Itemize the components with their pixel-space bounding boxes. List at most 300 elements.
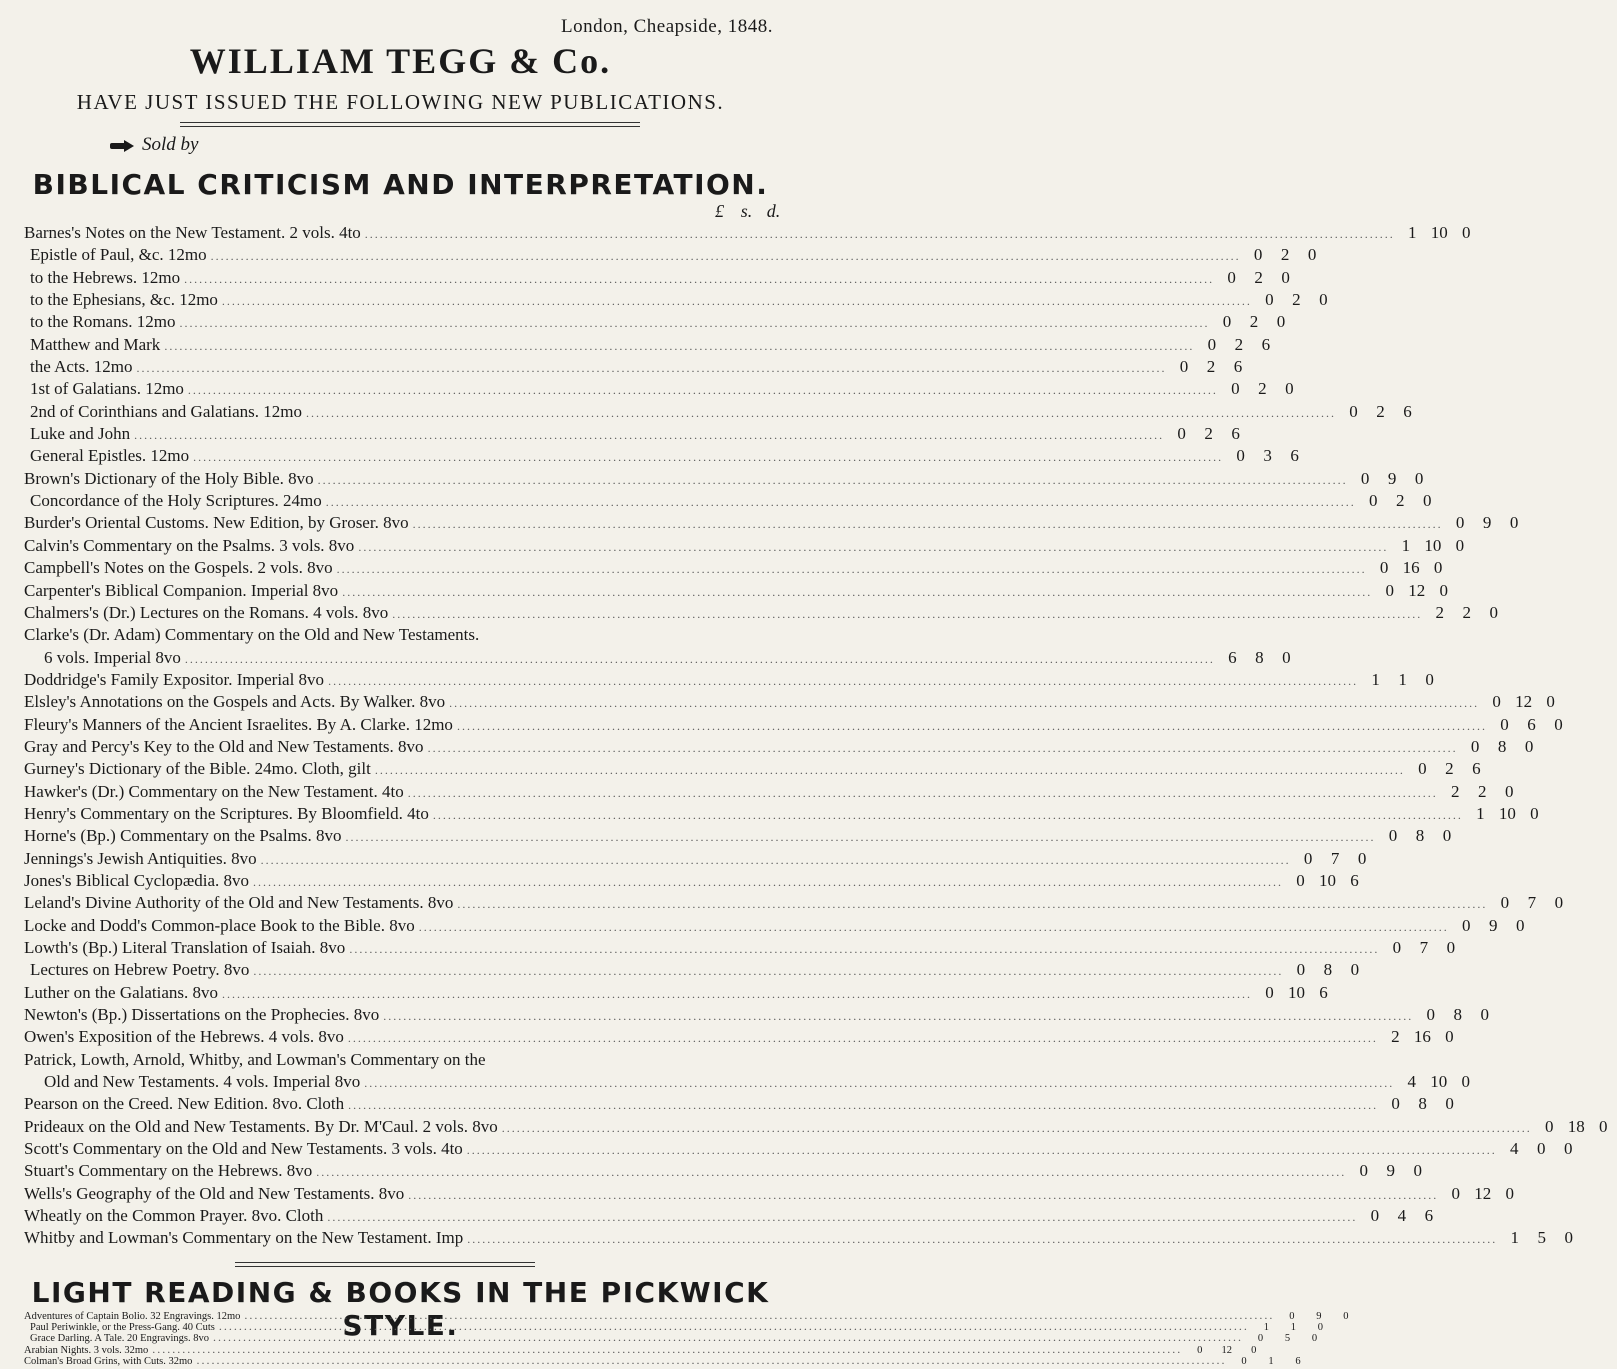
double-rule xyxy=(180,122,640,127)
item-price xyxy=(1382,1093,1463,1115)
price-shillings: 9 xyxy=(1482,513,1492,533)
item-title: Epistle of Paul, &c. 12mo xyxy=(30,245,207,265)
price-shillings: 8 xyxy=(1415,826,1425,846)
price-pounds: 1 xyxy=(1476,803,1485,823)
price-shillings: 2 xyxy=(1292,290,1301,310)
price-pence: 0 xyxy=(1311,1333,1318,1345)
item-price xyxy=(1442,781,1523,803)
item-title: Luke and John xyxy=(30,424,131,444)
list-item xyxy=(24,1205,1434,1227)
price-pence: 6 xyxy=(1350,870,1359,890)
price-pounds: 4 xyxy=(1510,1139,1519,1159)
dot-leader xyxy=(348,1027,1378,1049)
list-item xyxy=(24,423,1240,445)
dot-leader xyxy=(408,782,1438,804)
price-pounds: 0 xyxy=(1470,736,1480,756)
price-pence: 0 xyxy=(1425,669,1434,689)
section-heading-biblical: BIBLICAL CRITICISM AND INTERPRETATION. xyxy=(32,168,769,201)
price-shillings: 8 xyxy=(1255,647,1264,667)
item-title: Leland's Divine Authority of the Old and New Testaments. 8vo xyxy=(24,893,454,913)
price-pence: 0 xyxy=(1489,602,1499,622)
price-shillings: 3 xyxy=(1263,446,1272,466)
dot-leader xyxy=(134,424,1164,446)
price-pounds: 0 xyxy=(1197,1344,1203,1356)
item-title: Colman's Broad Grins, with Cuts. 32mo xyxy=(24,1355,193,1367)
price-pence: 0 xyxy=(1317,1322,1324,1334)
item-price xyxy=(1453,915,1534,937)
dot-leader xyxy=(502,1117,1532,1139)
price-shillings: 4 xyxy=(1397,1206,1407,1226)
dot-leader xyxy=(318,469,1348,491)
item-title: Adventures of Captain Bolio. 32 Engravings. 12mo xyxy=(24,1311,241,1322)
item-title: General Epistles. 12mo xyxy=(30,446,190,466)
item-price xyxy=(1278,1311,1359,1322)
price-pence: 0 xyxy=(1462,223,1471,242)
publisher-name: WILLIAM TEGG & Co. xyxy=(189,41,612,81)
item-price xyxy=(1380,825,1461,847)
price-pence: 6 xyxy=(1290,446,1299,466)
item-price xyxy=(1230,1356,1311,1367)
price-shillings: 2 xyxy=(1280,245,1290,265)
price-pounds: 0 xyxy=(1451,1183,1461,1203)
price-pence: 0 xyxy=(1530,803,1539,823)
price-pence: 0 xyxy=(1439,580,1448,600)
price-pounds: 0 xyxy=(1426,1005,1436,1025)
price-pence: 0 xyxy=(1546,692,1555,712)
item-title: Burder's Oriental Customs. New Edition, by Groser. 8vo xyxy=(24,513,409,533)
price-shillings: 2 xyxy=(1206,357,1216,377)
price-shillings: 1 xyxy=(1398,669,1407,689)
price-pounds: 0 xyxy=(1296,960,1306,980)
dot-leader xyxy=(253,871,1283,893)
list-item xyxy=(24,311,1286,333)
list-item xyxy=(24,267,1290,289)
shillings-header: s. xyxy=(740,201,753,221)
list-item xyxy=(24,1138,1573,1160)
item-title: Patrick, Lowth, Arnold, Whitby, and Lowman's Commentary on the xyxy=(24,1049,486,1069)
price-pence: 6 xyxy=(1319,982,1328,1002)
list-item xyxy=(24,512,1519,534)
dot-leader xyxy=(185,648,1215,670)
price-pence: 6 xyxy=(1424,1206,1434,1226)
item-price xyxy=(1383,937,1464,959)
price-pence: 0 xyxy=(1413,1161,1422,1181)
item-price xyxy=(1501,1227,1582,1249)
price-pounds: 0 xyxy=(1392,938,1402,957)
item-price xyxy=(1442,1183,1523,1205)
item-price xyxy=(1245,244,1326,266)
price-pence: 0 xyxy=(1554,893,1564,913)
biblical-list xyxy=(24,222,1608,1250)
price-shillings: 9 xyxy=(1488,915,1498,935)
price-pounds: 0 xyxy=(1296,870,1305,890)
dot-leader xyxy=(306,402,1336,424)
item-price xyxy=(1222,378,1303,400)
price-shillings: 2 xyxy=(1204,424,1213,444)
price-pounds: 6 xyxy=(1228,647,1237,667)
dot-leader xyxy=(222,290,1252,312)
item-price xyxy=(1256,982,1337,1004)
item-price xyxy=(1447,512,1528,534)
price-shillings: 2 xyxy=(1376,401,1385,421)
price-pence: 6 xyxy=(1403,401,1412,421)
dateline: London, Cheapside, 1848. xyxy=(560,16,773,37)
item-price xyxy=(1536,1116,1617,1138)
item-price xyxy=(1352,468,1433,490)
price-shillings: 12 xyxy=(1474,1183,1492,1203)
price-pence: 0 xyxy=(1423,491,1432,511)
item-price xyxy=(1501,1138,1582,1160)
price-pounds: 1 xyxy=(1510,1228,1519,1248)
dot-leader xyxy=(328,670,1358,692)
dot-leader xyxy=(222,983,1252,1005)
price-pence: 0 xyxy=(1598,1116,1608,1136)
list-item xyxy=(24,781,1514,803)
price-pounds: 4 xyxy=(1407,1072,1416,1092)
item-title: Owen's Exposition of the Hebrews. 4 vols. 8vo xyxy=(24,1027,344,1047)
dot-leader xyxy=(253,960,1283,982)
item-title: Grace Darling. A Tale. 20 Engravings. 8vo xyxy=(30,1333,209,1345)
item-price xyxy=(1198,334,1279,356)
price-pounds: 1 xyxy=(1263,1322,1270,1334)
list-item xyxy=(24,669,1434,691)
item-price xyxy=(1362,669,1443,691)
list-item xyxy=(24,982,1328,1004)
item-title: Whitby and Lowman's Commentary on the New Testament. Imp xyxy=(24,1228,464,1248)
price-shillings: 12 xyxy=(1221,1344,1232,1356)
item-price xyxy=(1399,222,1480,244)
list-item xyxy=(24,602,1499,624)
dot-leader xyxy=(327,1206,1357,1228)
item-title: to the Hebrews. 12mo xyxy=(30,267,181,287)
price-pounds: 0 xyxy=(1359,1161,1368,1181)
price-pence: 0 xyxy=(1251,1344,1257,1356)
list-item xyxy=(24,736,1534,758)
price-pence: 0 xyxy=(1445,1027,1454,1047)
price-pence: 0 xyxy=(1433,558,1443,578)
item-price xyxy=(1170,356,1251,378)
dot-leader xyxy=(348,1094,1378,1116)
list-item xyxy=(24,445,1299,467)
price-shillings: 2 xyxy=(1234,334,1244,354)
section-heading-light-reading: LIGHT READING & BOOKS IN THE PICKWICK STYLE. xyxy=(31,1276,770,1342)
list-item xyxy=(24,378,1294,400)
price-pounds: 2 xyxy=(1391,1027,1400,1047)
price-shillings: 2 xyxy=(1445,759,1454,779)
dot-leader xyxy=(349,938,1379,960)
item-price xyxy=(1227,445,1308,467)
item-title: Matthew and Mark xyxy=(30,334,161,354)
dot-leader xyxy=(433,804,1463,826)
price-pounds: 0 xyxy=(1391,1094,1400,1114)
price-pounds: 0 xyxy=(1303,848,1313,868)
price-shillings: 1 xyxy=(1290,1322,1297,1334)
item-price xyxy=(1218,267,1299,289)
price-pounds: 1 xyxy=(1371,669,1380,689)
list-item xyxy=(24,468,1424,490)
item-title: Clarke's (Dr. Adam) Commentary on the Old and New Testaments. xyxy=(24,625,480,645)
item-title: Wells's Geography of the Old and New Testaments. 8vo xyxy=(24,1183,405,1203)
item-title: Gurney's Dictionary of the Bible. 24mo. Cloth, gilt xyxy=(24,759,371,779)
item-price xyxy=(1213,311,1294,333)
list-item xyxy=(24,848,1367,870)
dot-leader xyxy=(136,357,1166,379)
item-title: Concordance of the Holy Scriptures. 24mo xyxy=(30,491,322,511)
list-item xyxy=(24,937,1456,959)
price-pounds: 0 xyxy=(1231,379,1240,399)
item-price xyxy=(1398,1071,1479,1093)
item-price xyxy=(1295,848,1376,870)
pointing-hand-icon xyxy=(110,140,134,152)
price-shillings: 1 xyxy=(1268,1355,1274,1367)
dot-leader xyxy=(188,379,1218,401)
item-title: Horne's (Bp.) Commentary on the Psalms. 8vo xyxy=(24,826,342,846)
list-item xyxy=(24,915,1525,937)
item-title: Brown's Dictionary of the Holy Bible. 8vo xyxy=(24,468,314,488)
item-title: Scott's Commentary on the Old and New Testaments. 3 vols. 4to xyxy=(24,1139,463,1159)
price-shillings: 8 xyxy=(1323,960,1333,980)
currency-header xyxy=(706,201,787,222)
price-shillings: 10 xyxy=(1430,223,1448,242)
list-item xyxy=(24,691,1555,713)
price-pounds: 0 xyxy=(1222,312,1232,332)
dot-leader xyxy=(184,268,1214,290)
price-pence: 0 xyxy=(1357,848,1367,868)
dot-leader xyxy=(449,692,1479,714)
price-pence: 0 xyxy=(1281,267,1290,287)
list-item xyxy=(24,803,1539,825)
list-item xyxy=(24,244,1317,266)
price-pence: 0 xyxy=(1276,312,1286,332)
price-pence: 0 xyxy=(1282,647,1291,667)
item-price xyxy=(1256,289,1337,311)
item-price xyxy=(1426,602,1507,624)
price-shillings: 9 xyxy=(1387,468,1397,488)
price-pounds: 0 xyxy=(1379,558,1389,578)
list-item xyxy=(24,647,1291,669)
price-shillings: 8 xyxy=(1497,736,1507,756)
item-title: Pearson on the Creed. New Edition. 8vo. Cloth xyxy=(24,1094,345,1114)
price-pounds: 0 xyxy=(1455,513,1465,533)
dot-leader xyxy=(419,916,1449,938)
item-price xyxy=(1287,959,1368,981)
list-item xyxy=(24,1183,1515,1205)
price-pounds: 1 xyxy=(1401,535,1411,555)
sold-by-text: Sold by xyxy=(142,134,199,155)
list-item xyxy=(24,1227,1573,1249)
price-shillings: 8 xyxy=(1418,1094,1427,1114)
price-shillings: 9 xyxy=(1386,1161,1395,1181)
price-pence: 0 xyxy=(1319,290,1328,310)
price-pence: 6 xyxy=(1261,334,1271,354)
item-price xyxy=(1360,490,1441,512)
dot-leader xyxy=(364,1072,1394,1094)
price-pounds: 0 xyxy=(1227,267,1236,287)
price-shillings: 6 xyxy=(1527,714,1536,734)
item-price xyxy=(1287,870,1368,892)
item-title: Luther on the Galatians. 8vo xyxy=(24,982,219,1002)
item-title: the Acts. 12mo xyxy=(30,357,133,377)
dot-leader xyxy=(326,491,1356,513)
item-price xyxy=(1253,1322,1334,1333)
price-pence: 0 xyxy=(1504,781,1514,801)
item-price xyxy=(1467,803,1548,825)
item-price xyxy=(1219,647,1300,669)
dot-leader xyxy=(383,1005,1413,1027)
price-shillings: 2 xyxy=(1462,602,1472,622)
list-item xyxy=(24,1093,1454,1115)
light-reading-list xyxy=(24,1310,1349,1367)
dot-leader xyxy=(467,1139,1497,1161)
list-item xyxy=(24,334,1271,356)
item-title: Arabian Nights. 3 vols. 32mo xyxy=(24,1344,149,1356)
item-title: Stuart's Commentary on the Hebrews. 8vo xyxy=(24,1161,313,1181)
list-item xyxy=(24,535,1465,557)
price-pence: 6 xyxy=(1472,759,1481,779)
price-shillings: 7 xyxy=(1419,938,1429,957)
price-pounds: 0 xyxy=(1177,424,1186,444)
list-item xyxy=(24,401,1412,423)
list-item xyxy=(24,758,1481,780)
list-item xyxy=(24,222,1471,244)
item-price xyxy=(1491,714,1572,736)
item-title: to the Romans. 12mo xyxy=(30,312,176,332)
list-item xyxy=(24,1026,1454,1048)
price-pounds: 0 xyxy=(1388,826,1398,846)
item-title: Carpenter's Biblical Companion. Imperial 8vo xyxy=(24,580,339,600)
item-title: Doddridge's Family Expositor. Imperial 8vo xyxy=(24,669,325,689)
price-pence: 0 xyxy=(1564,1228,1573,1248)
dot-leader xyxy=(428,737,1458,759)
item-title: Fleury's Manners of the Ancient Israelites. By A. Clarke. 12mo xyxy=(24,714,453,734)
dot-leader xyxy=(375,759,1405,781)
list-item xyxy=(24,490,1432,512)
price-shillings: 0 xyxy=(1537,1139,1546,1159)
price-pence: 0 xyxy=(1554,714,1563,734)
list-item xyxy=(24,714,1563,736)
item-title: Lowth's (Bp.) Literal Translation of Isaiah. 8vo xyxy=(24,938,346,957)
price-pounds: 2 xyxy=(1435,602,1445,622)
price-pounds: 0 xyxy=(1544,1116,1554,1136)
item-price xyxy=(1247,1333,1328,1344)
price-shillings: 12 xyxy=(1408,580,1426,600)
item-title: Calvin's Commentary on the Psalms. 3 vols. 8vo xyxy=(24,535,355,555)
price-pounds: 0 xyxy=(1207,334,1217,354)
price-pounds: 0 xyxy=(1179,357,1189,377)
section-divider-rule xyxy=(235,1262,535,1267)
list-item xyxy=(24,959,1360,981)
sold-by-note xyxy=(110,134,198,156)
price-pounds: 0 xyxy=(1349,401,1358,421)
item-price xyxy=(1491,892,1572,914)
price-pounds: 0 xyxy=(1289,1311,1295,1322)
price-pounds: 0 xyxy=(1492,692,1501,712)
price-pounds: 0 xyxy=(1369,491,1378,511)
price-pounds: 1 xyxy=(1408,223,1417,242)
item-price xyxy=(1350,1160,1431,1182)
price-pounds: 0 xyxy=(1257,1333,1264,1345)
price-pounds: 0 xyxy=(1500,893,1510,913)
item-title: Campbell's Notes on the Gospels. 2 vols. 8vo xyxy=(24,558,333,578)
item-price xyxy=(1340,401,1421,423)
dot-leader xyxy=(211,245,1241,267)
item-title: Chalmers's (Dr.) Lectures on the Romans. 4 vols. 8vo xyxy=(24,602,389,622)
list-item xyxy=(24,624,787,646)
price-pounds: 0 xyxy=(1461,915,1471,935)
item-title: Lectures on Hebrew Poetry. 8vo xyxy=(30,960,250,980)
dot-leader xyxy=(179,312,1209,334)
price-shillings: 18 xyxy=(1567,1116,1585,1136)
dot-leader xyxy=(316,1161,1346,1183)
price-shillings: 2 xyxy=(1254,267,1263,287)
dot-leader xyxy=(457,893,1487,915)
price-shillings: 2 xyxy=(1477,781,1487,801)
price-shillings: 2 xyxy=(1249,312,1259,332)
price-pence: 0 xyxy=(1446,938,1456,957)
item-price xyxy=(1361,1205,1442,1227)
list-item xyxy=(24,825,1452,847)
list-item xyxy=(24,870,1359,892)
item-title: Barnes's Notes on the New Testament. 2 vols. 4to xyxy=(24,223,361,242)
item-title: Newton's (Bp.) Dissertations on the Prophecies. 8vo xyxy=(24,1005,380,1025)
price-pence: 0 xyxy=(1414,468,1424,488)
item-title: Henry's Commentary on the Scriptures. By Bloomfield. 4to xyxy=(24,803,429,823)
price-pounds: 0 xyxy=(1253,245,1263,265)
pence-header: d. xyxy=(766,201,781,221)
price-pence: 6 xyxy=(1295,1355,1301,1367)
price-pounds: 0 xyxy=(1418,759,1427,779)
price-shillings: 10 xyxy=(1498,803,1516,823)
price-pounds: 0 xyxy=(1265,982,1274,1002)
item-price xyxy=(1371,557,1452,579)
item-title: Old and New Testaments. 4 vols. Imperial 8vo xyxy=(44,1072,361,1092)
price-shillings: 8 xyxy=(1453,1005,1463,1025)
price-pence: 0 xyxy=(1442,826,1452,846)
list-item xyxy=(24,1071,1470,1093)
price-pence: 0 xyxy=(1480,1005,1490,1025)
dot-leader xyxy=(346,826,1376,848)
item-price xyxy=(1382,1026,1463,1048)
price-shillings: 5 xyxy=(1284,1333,1291,1345)
item-title: Wheatly on the Common Prayer. 8vo. Cloth xyxy=(24,1206,324,1226)
item-price xyxy=(1392,535,1473,557)
item-title: Jones's Biblical Cyclopædia. 8vo xyxy=(24,870,249,890)
price-shillings: 7 xyxy=(1330,848,1340,868)
price-pounds: 0 xyxy=(1241,1355,1247,1367)
price-pence: 0 xyxy=(1461,1072,1470,1092)
item-title: Elsley's Annotations on the Gospels and Acts. By Walker. 8vo xyxy=(24,692,446,712)
list-item xyxy=(24,1004,1490,1026)
price-pounds: 0 xyxy=(1385,580,1394,600)
dot-leader xyxy=(261,849,1291,871)
dot-leader xyxy=(365,223,1395,245)
item-title: to the Ephesians, &c. 12mo xyxy=(30,290,218,310)
price-pence: 0 xyxy=(1343,1311,1349,1322)
item-title: Locke and Dodd's Common-place Book to the Bible. 8vo xyxy=(24,915,415,935)
price-shillings: 2 xyxy=(1258,379,1267,399)
price-pence: 6 xyxy=(1233,357,1243,377)
price-pence: 0 xyxy=(1505,1183,1515,1203)
list-item xyxy=(24,557,1443,579)
dot-leader xyxy=(467,1228,1497,1250)
dot-leader xyxy=(408,1184,1438,1206)
item-title: Hawker's (Dr.) Commentary on the New Testament. 4to xyxy=(24,781,404,801)
list-item xyxy=(24,1160,1422,1182)
dot-leader xyxy=(413,513,1443,535)
price-shillings: 9 xyxy=(1316,1311,1322,1322)
list-item xyxy=(24,289,1328,311)
list-item xyxy=(24,1116,1608,1138)
